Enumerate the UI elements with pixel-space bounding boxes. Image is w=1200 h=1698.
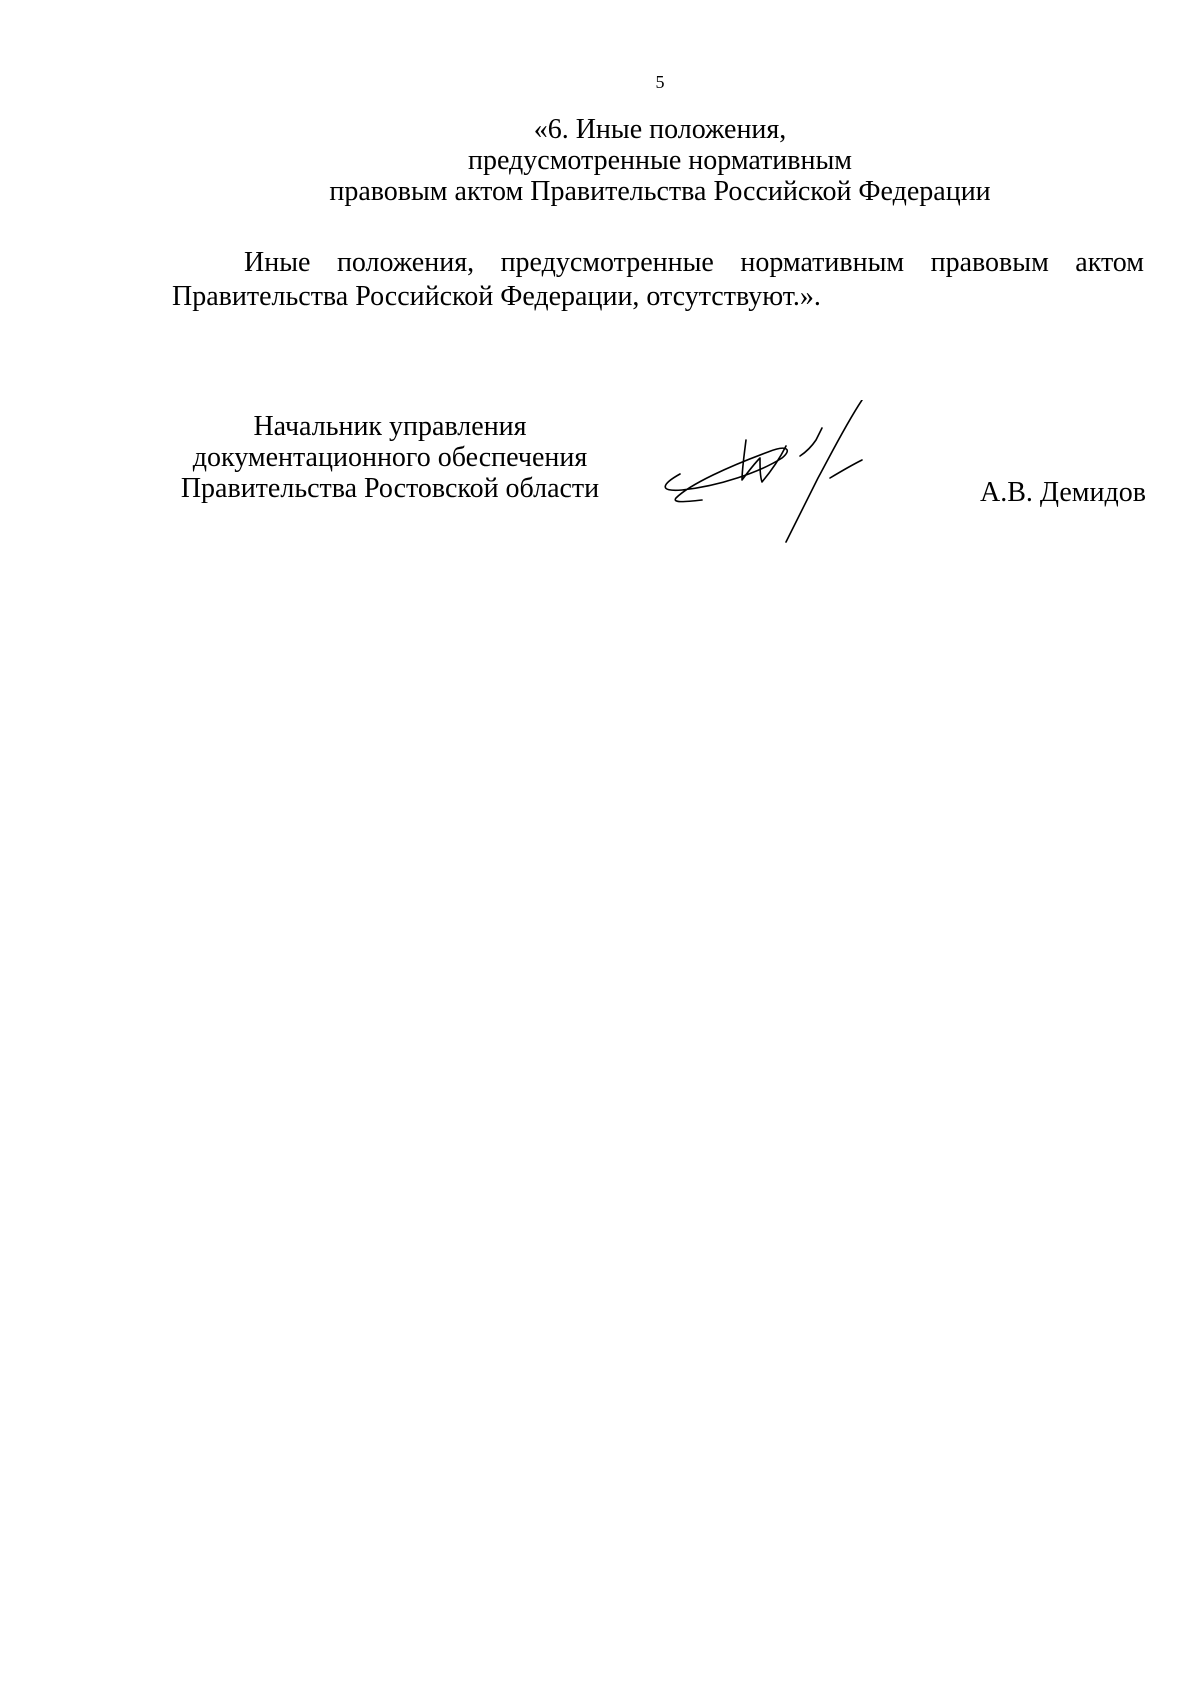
signer-name: А.В. Демидов (980, 477, 1146, 508)
signatory-position-line: Правительства Ростовской области (180, 473, 600, 504)
page-number: 5 (655, 72, 665, 92)
section-heading-line: «6. Иные положения, (533, 114, 787, 145)
section-heading-line: правовым актом Правительства Российской Федерации (329, 176, 991, 207)
signatory-position (160, 411, 620, 504)
section-heading (180, 114, 1140, 207)
signatory-position-line: документационного обеспечения (192, 442, 588, 473)
handwritten-signature (650, 400, 950, 560)
signatory-position-line: Начальник управления (253, 411, 527, 442)
section-body-paragraph: Иные положения, предусмотренные нормативным правовым актом Правительства Российской Федерации, отсутствуют.». (172, 247, 1144, 312)
section-heading-line: предусмотренные нормативным (467, 145, 853, 176)
